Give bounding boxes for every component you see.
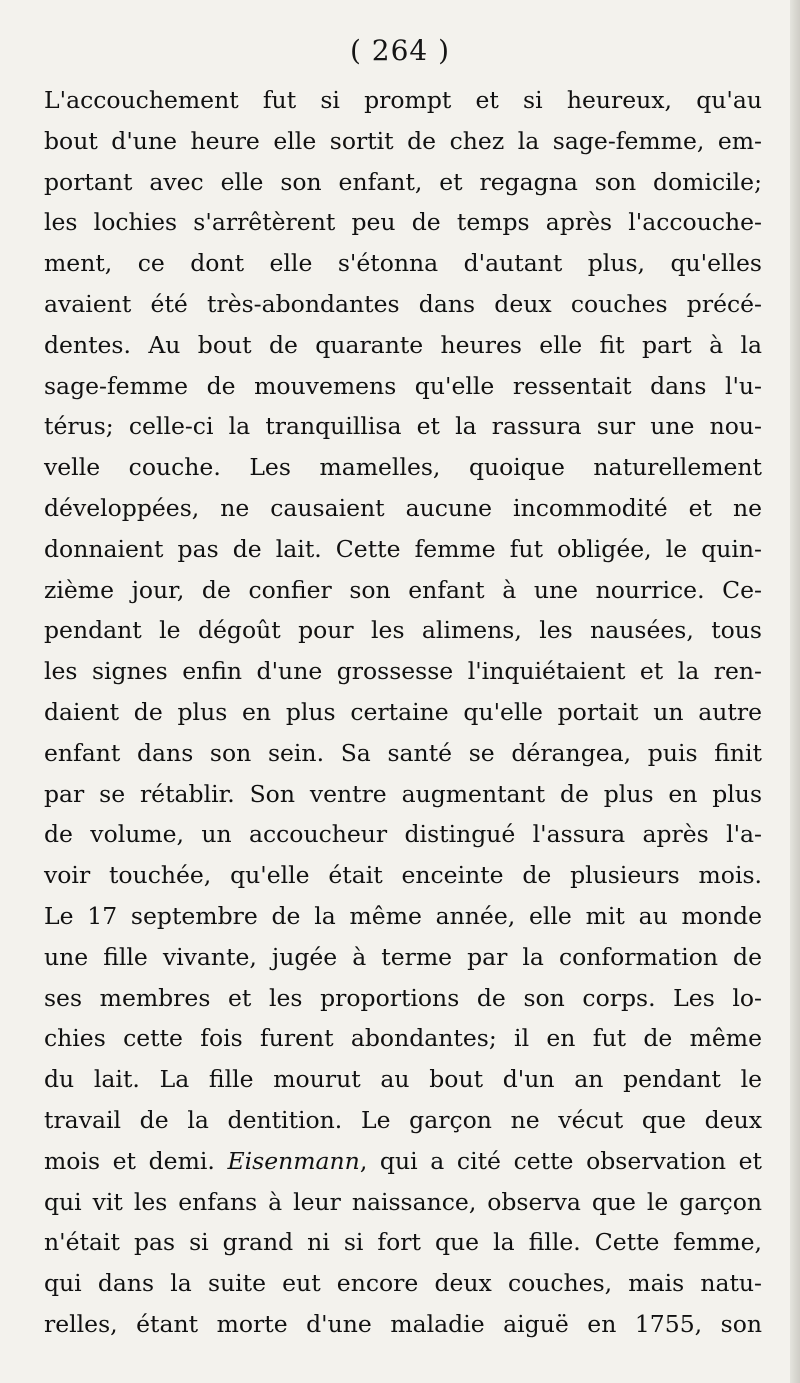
body-text [44,80,762,1345]
text-line [44,814,762,855]
text-line [44,1263,762,1304]
text-line [44,570,762,611]
text-line [44,1141,762,1182]
text-line-segment: de volume, un accoucheur distingué l'assura après l'a- [44,820,762,849]
text-line-segment: les lochies s'arrêtèrent peu de temps après l'accouche- [44,208,762,237]
text-line-segment: Le 17 septembre de la même année, elle mit au monde [44,901,762,930]
text-line-segment: bout d'une heure elle sortit de chez la sage-femme, em- [44,126,762,155]
text-line-segment: ment, ce dont elle s'étonna d'autant plus, qu'elles [44,249,762,278]
text-line-segment: n'était pas si grand ni si fort que la fille. Cette femme, [44,1228,762,1257]
text-line-segment: velle couche. Les mamelles, quoique naturellement [44,453,762,482]
text-line [44,896,762,937]
text-line [44,978,762,1019]
text-line [44,1059,762,1100]
text-line-segment: L'accouchement fut si prompt et si heureux, qu'au [44,86,762,114]
text-line-segment: relles, étant morte d'une maladie aiguë en 1755, son [44,1309,762,1338]
text-line-segment: pendant le dégoût pour les alimens, les nausées, tous [44,616,762,645]
text-line [44,733,762,774]
text-line-segment: donnaient pas de lait. Cette femme fut obligée, le quin- [44,534,762,563]
text-line-segment: chies cette fois furent abondantes; il en fut de même [44,1024,762,1053]
text-line [44,774,762,815]
text-line-segment: du lait. La fille mourut au bout d'un an pendant le [44,1065,762,1094]
text-line-segment: avaient été très-abondantes dans deux couches précé- [44,289,762,318]
text-line-segment: une fille vivante, jugée à terme par la conformation de [44,942,762,971]
text-line [44,202,762,243]
text-line [44,243,762,284]
text-line [44,366,762,407]
text-line [44,651,762,692]
text-line-segment: sage-femme de mouvemens qu'elle ressentait dans l'u- [44,371,762,400]
text-line [44,1100,762,1141]
text-line-segment: développées, ne causaient aucune incommodité et ne [44,493,762,522]
text-line-segment: mois et demi. [44,1146,228,1175]
text-line [44,1222,762,1263]
text-line [44,80,762,121]
text-line [44,447,762,488]
text-line-segment: dentes. Au bout de quarante heures elle fit part à la [44,330,762,359]
page-number: ( 264 ) [349,34,451,67]
text-line [44,162,762,203]
text-line-segment: qui dans la suite eut encore deux couches, mais natu- [44,1269,762,1298]
text-line-segment: par se rétablir. Son ventre augmentant de plus en plus [44,779,762,808]
text-line-segment: travail de la dentition. Le garçon ne vécut que deux [44,1105,762,1134]
italic-author-name: Eisenmann [227,1146,360,1175]
text-line [44,488,762,529]
text-line [44,121,762,162]
text-line [44,529,762,570]
text-line-segment: zième jour, de confier son enfant à une nourrice. Ce- [44,575,762,604]
text-line [44,692,762,733]
text-line-segment: enfant dans son sein. Sa santé se dérangea, puis finit [44,738,762,767]
text-line [44,284,762,325]
text-line-segment: voir touchée, qu'elle était enceinte de plusieurs mois. [44,861,762,890]
text-line-segment: les signes enfin d'une grossesse l'inquiétaient et la ren- [44,657,762,686]
text-line-segment: , qui a cité cette observation et [359,1146,762,1175]
page-edge-shadow [790,0,800,1383]
text-line-segment: daient de plus en plus certaine qu'elle portait un autre [44,697,762,726]
text-line [44,855,762,896]
text-line-segment: portant avec elle son enfant, et regagna son domicile; [44,167,762,196]
text-line [44,1018,762,1059]
text-line [44,406,762,447]
text-line [44,610,762,651]
text-line [44,1182,762,1223]
text-line-segment: qui vit les enfans à leur naissance, observa que le garçon [44,1187,762,1216]
text-line [44,937,762,978]
text-line-segment: térus; celle-ci la tranquillisa et la rassura sur une nou- [44,412,762,441]
text-line [44,1304,762,1345]
text-line-segment: ses membres et les proportions de son corps. Les lo- [44,983,762,1012]
text-line [44,325,762,366]
